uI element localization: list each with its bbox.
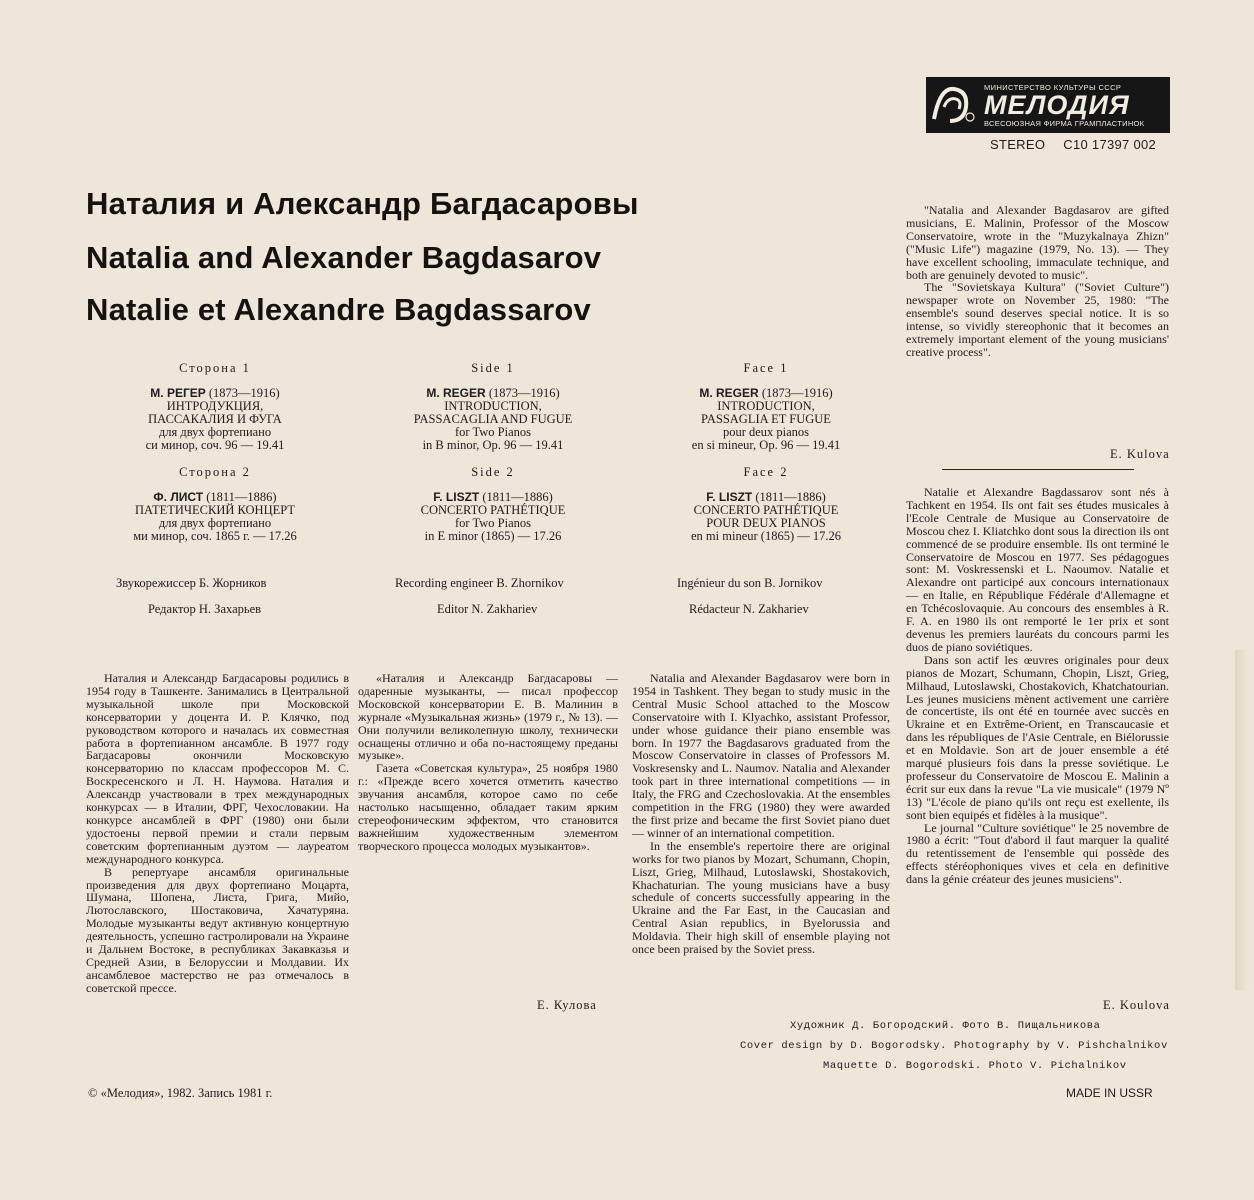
editor-en: Editor N. Zakhariev (437, 602, 538, 616)
notes-en-col2 (906, 204, 1169, 444)
copyright: © «Мелодия», 1982. Запись 1981 г. (88, 1086, 273, 1100)
title-fr: Natalie et Alexandre Bagdassarov (86, 292, 591, 327)
side-2-heading: Сторона 2 (179, 465, 251, 479)
notes-en-col1 (632, 672, 890, 1002)
notes-ru-col1 (86, 672, 349, 1012)
melodiya-logo (926, 77, 1170, 133)
signature-fr: E. Koulova (1103, 998, 1170, 1012)
side-2-instrumentation: для двух фортепиано (158, 516, 272, 530)
side-1-composer: М. РЕГЕР (1873—1916) (150, 386, 280, 400)
side-1-key-duration: en si mineur, Op. 96 — 19.41 (691, 438, 841, 452)
notes-fr-paragraph: Le journal "Culture soviétique" le 25 novembre de 1980 a écrit: "Tout d'abord il faut marquer la qualité du retentissement de l'ensemble qui possède des effects stéréophoniques vives et cela en definitive dans la génie créateur des jeunes musiciens". (906, 820, 1169, 887)
side-1-instrumentation: for Two Pianos (455, 425, 531, 439)
side-2-work: ПАТЕТИЧЕСКИЙ КОНЦЕРТ (135, 503, 295, 517)
notes-ru-paragraph: В репертуаре ансамбля оригинальные произведения для двух фортепиано Моцарта, Шумана, Шопена, Листа, Грига, Мийо, Лютославского, Шостаковича, Хачатуряна. Молодые музыканты ведут активную концертную деятельность, успешно гастролировали на Украине и Дальнем Востоке, в республиках Закавказья и Средней Азии, в Белоруссии и Молдавии. Их ансамблевое мастерство не раз отмечалось в советской прессе. (86, 864, 349, 995)
design-credit-en: Cover design by D. Bogorodsky. Photography by V. Pishchalnikov (740, 1040, 1168, 1052)
design-credit-fr: Maquette D. Bogorodski. Photo V. Pichalnikov (823, 1060, 1127, 1072)
side-2-key-duration: ми минор, соч. 1865 г. — 17.26 (133, 529, 297, 543)
side-1-heading: Сторона 1 (179, 361, 251, 375)
engineer-fr: Ingénieur du son B. Jornikov (677, 576, 823, 590)
signature-en: E. Kulova (1110, 447, 1170, 461)
side-2-key-duration: in E minor (1865) — 17.26 (424, 529, 562, 543)
tracklist-fr (661, 362, 871, 543)
signature-ru: Е. Кулова (537, 998, 597, 1012)
title-en: Natalia and Alexander Bagdasarov (86, 240, 602, 275)
side-2-composer: F. LISZT (1811—1886) (433, 490, 553, 504)
notes-ru-paragraph: «Наталия и Александр Багдасаровы — одаренные музыканты, — писал профессор Московской консерватории Е. В. Малинин в журнале «Музыкальная жизнь» (1979 г., № 13). — Они получили великолепную школу, технически оснащены отлично и оба по-настоящему преданы музыке». (358, 672, 618, 763)
divider-rule (942, 469, 1134, 470)
side-1-heading: Face 1 (743, 361, 789, 375)
side-2-work: CONCERTO PATHÉTIQUE (420, 503, 566, 517)
side-1-work-line2: PASSAGLIA ET FUGUE (701, 412, 831, 426)
notes-fr-col (906, 486, 1169, 986)
notes-en-paragraph: The "Sovietskaya Kultura" ("Soviet Culture") newspaper wrote on November 25, 1980: "The ensemble's sound deserves special notice. It is so intense, so vividly stereophonic that it becomes an extremely important element of the young musicians' creative process". (906, 280, 1169, 359)
side-1-instrumentation: для двух фортепиано (158, 425, 272, 439)
side-2-work: CONCERTO PATHÉTIQUE (693, 503, 839, 517)
side-2-composer: Ф. ЛИСТ (1811—1886) (153, 490, 277, 504)
side-2-instrumentation: for Two Pianos (455, 516, 531, 530)
editor-fr: Rédacteur N. Zakhariev (689, 602, 809, 616)
side-1-work-line2: ПАССАКАЛИЯ И ФУГА (148, 412, 282, 426)
logo-ministry: МИНИСТЕРСТВО КУЛЬТУРЫ СССР (984, 82, 1122, 92)
title-ru: Наталия и Александр Багдасаровы (86, 186, 639, 221)
melodiya-emblem-icon (926, 77, 982, 133)
side-1-work: ИНТРОДУКЦИЯ, (166, 399, 264, 413)
side-1-heading: Side 1 (471, 361, 515, 375)
logo-firm: ВСЕСОЮЗНАЯ ФИРМА ГРАМПЛАСТИНОК (984, 118, 1145, 128)
engineer-en: Recording engineer B. Zhornikov (395, 576, 564, 590)
side-1-key-duration: in B minor, Op. 96 — 19.41 (422, 438, 564, 452)
notes-ru-paragraph: Наталия и Александр Багдасаровы родились в 1954 году в Ташкенте. Занимались в Центральной музыкальной школе при Московской консерватории у доцента И. Р. Клячко, под руководством которого и началась их совместная работа в фортепианном ансамбле. В 1977 году Багдасаровы окончили Московскую консерваторию по классам профессоров М. С. Воскресенского и Л. Н. Наумова. Наталия и Александр участвовали в трех международных конкурсах — в Италии, ФРГ, Чехословакии. На конкурсе ансамблей в ФРГ (1980) они были удостоены первой премии и стали первым советским фортепианным дуэтом — лауреатом международного конкурса. (86, 672, 349, 866)
side-1-composer: M. REGER (1873—1916) (699, 386, 833, 400)
side-1-composer: M. REGER (1873—1916) (426, 386, 560, 400)
notes-en-paragraph: "Natalia and Alexander Bagdasarov are gifted musicians, E. Malinin, Professor of the Moscow Conservatoire, wrote in the "Muzykalnaya Zhizn" ("Music Life") magazine (1979, No. 13). — They have excellent schooling, immaculate technique, and both are genuinely devoted to music". (906, 204, 1169, 282)
notes-ru-paragraph: Газета «Советская культура», 25 ноября 1980 г.: «Прежде всего хочется отметить качество звучания ансамбля, которое само по себе настолько насыщенно, обладает таким ярким стереофоническим эффектом, что становится важнейшим художественным элементом творческого процесса молодых музыкантов». (358, 761, 618, 853)
notes-ru-col2 (358, 672, 618, 990)
notes-en-paragraph: Natalia and Alexander Bagdasarov were born in 1954 in Tashkent. They began to study music in the Central Music School attached to the Moscow Conservatoire with I. Klyachko, assistant Professor, under whose guidance their piano ensemble was born. In 1977 the Bagdasarovs graduated from the Moscow Conservatoire in classes of Professors M. Voskresensky and L. Naumov. Natalia and Alexander took part in three international competitions — in Italy, the FRG and Czechoslovakia. At the ensembles competition in the FRG (1980) they were awarded the first prize and became the first Soviet piano duet — winner of an international competition. (632, 672, 890, 840)
made-in-ussr: MADE IN USSR (1066, 1086, 1153, 1100)
side-1-key-duration: си минор, соч. 96 — 19.41 (145, 438, 285, 452)
side-2-heading: Side 2 (471, 465, 515, 479)
stereo-label: STEREO (990, 137, 1046, 152)
side-1-work-line2: PASSACAGLIA AND FUGUE (413, 412, 573, 426)
notes-fr-paragraph: Dans son actif les œuvres originales pour deux pianos de Mozart, Schumann, Chopin, Liszt, Grieg, Milhaud, Lutoslawski, Chostakovich, Khatchatourian. Les jeunes musiciens mènent activement une carrière de concertiste, ils ont été en tournée avec succès en Ukraine et en Extrême-Orient, en Transcaucasie et dans les républiques de l'Asie Centrale, en Biélorussie et en Moldavie. Son art de jouer ensemble a été marqué plusieurs fois dans la presse soviétique. Le professeur du Conservatoire de Moscou E. Malinin a écrit sur eux dans la revue "La vie musicale" (1979 Nº 13) "L'école de piano qu'ils ont reçu est exellente, ils sont bien equipés et fidèles à la musique". (906, 652, 1169, 822)
design-credit-ru: Художник Д. Богородский. Фото В. Пищальникова (790, 1020, 1101, 1032)
side-2-composer: F. LISZT (1811—1886) (706, 490, 826, 504)
side-2-key-duration: en mi mineur (1865) — 17.26 (691, 529, 841, 543)
catalog-code: C10 17397 002 (1063, 137, 1157, 152)
side-1-work: INTRODUCTION, (717, 399, 815, 413)
side-2-heading: Face 2 (743, 465, 789, 479)
logo-name: МЕЛОДИЯ (984, 89, 1130, 120)
side-1-instrumentation: pour deux pianos (722, 425, 810, 439)
tracklist-en (388, 362, 598, 543)
side-2-work-line2: POUR DEUX PIANOS (706, 516, 826, 530)
side-1-work: INTRODUCTION, (444, 399, 542, 413)
notes-en-paragraph: In the ensemble's repertoire there are original works for two pianos by Mozart, Schumann, Chopin, Liszt, Grieg, Milhaud, Lutoslawski, Shostakovich, Khachaturian. The young musicians have a busy schedule of concerts successfully appearing in the Ukraine and the Far East, in the Caucasian and Central Asian republics, in Byelorussia and Moldavia. Their high skill of ensemble playing not once been praised by the Soviet press. (632, 838, 890, 957)
sleeve-edge (1235, 650, 1249, 990)
tracklist-ru (110, 362, 320, 543)
engineer-ru: Звукорежиссер Б. Жорников (116, 576, 267, 590)
notes-fr-paragraph: Natalie et Alexandre Bagdassarov sont nés à Tachkent en 1954. Ils ont fait ses études musicales à l'Ecole Centrale de Musique au Conservatoire de Moscou chez I. Kliatchko dont sous la direction ils ont commencé de se produire ensemble. Ils ont terminé le Conservatoire de Moscou en 1977. Ses pédagogues sont: M. Voskressenski et L. Naoumov. Natalie et Alexandre ont participé aux concours internationaux — en Italie, en République Fédérale d'Allemagne et en Tchécoslovaquie. Au concours des ensembles à R. F. A. en 1980 ils ont remporté le 1er prix et sont devenus les premiers lauréats du concours parmi les duos de piano soviétiques. (906, 486, 1169, 654)
editor-ru: Редактор Н. Захарьев (148, 602, 262, 616)
catalog-number (990, 137, 1174, 152)
